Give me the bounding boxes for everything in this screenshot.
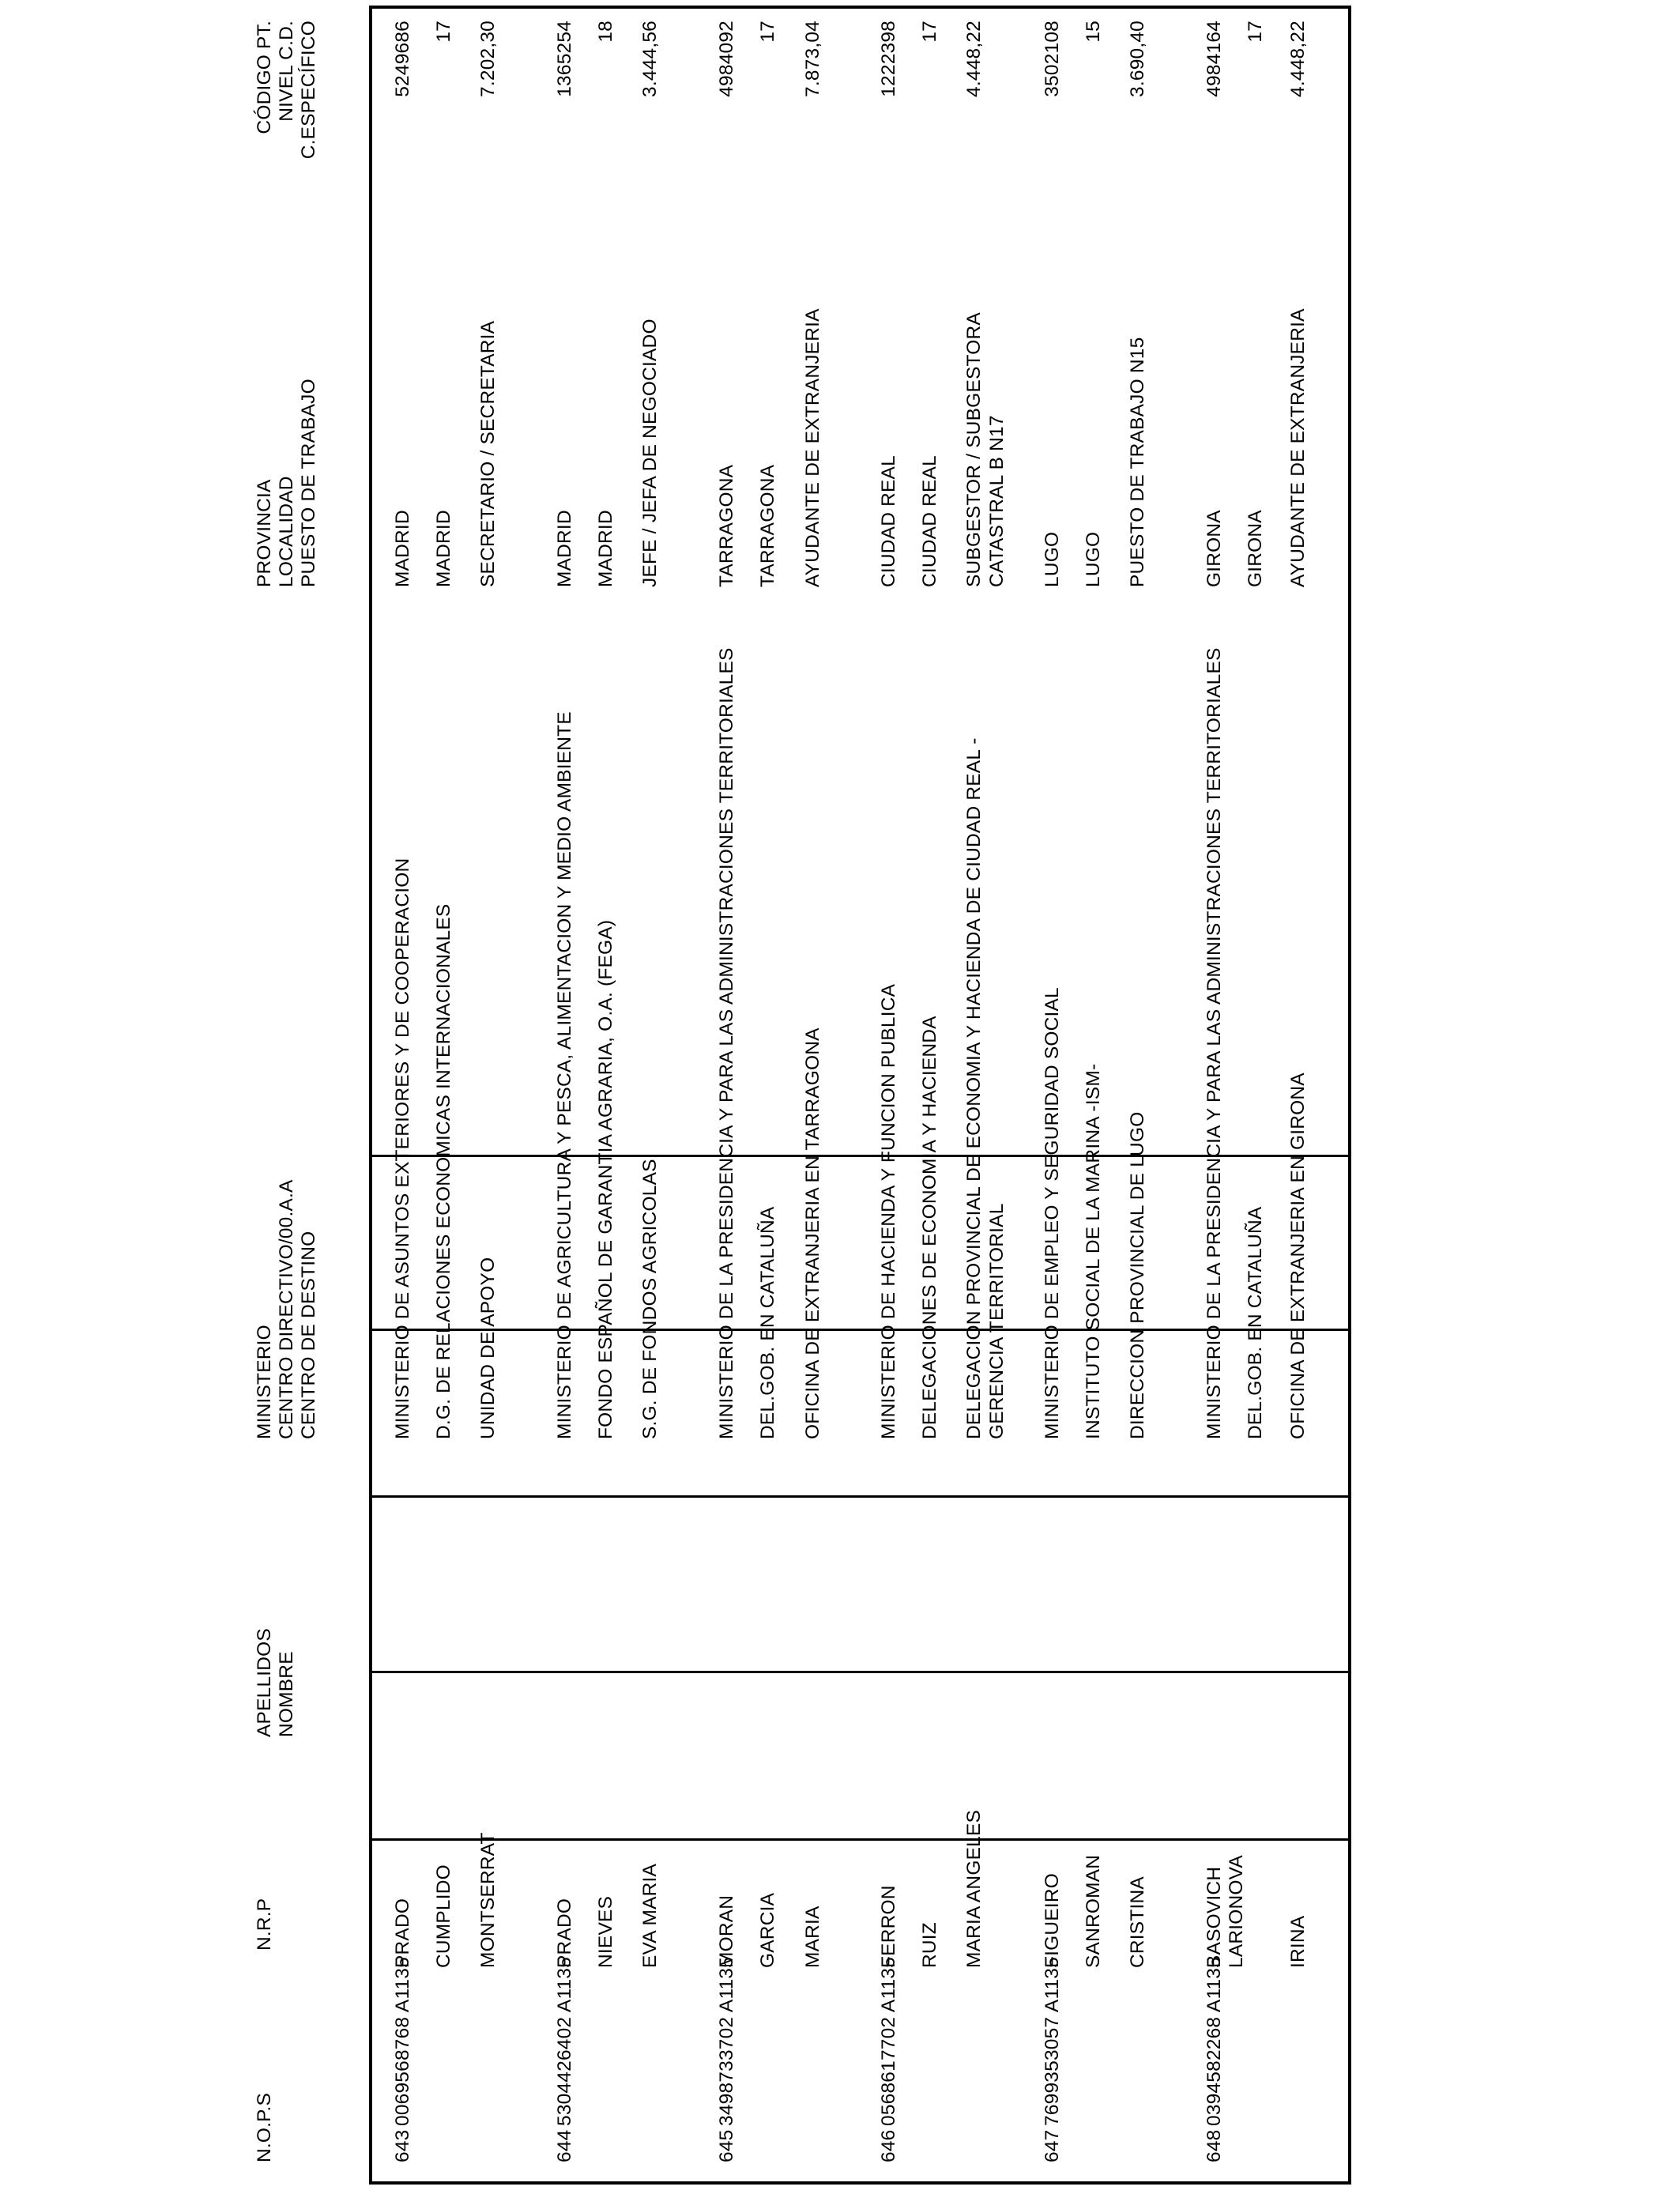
provincia-value: LUGO xyxy=(1042,531,1063,587)
nombre-value: MONTSERRAT xyxy=(477,1832,499,1968)
header-ministerio: MINISTERIO xyxy=(254,1325,275,1439)
ministerio-value: MINISTERIO DE LA PRESIDENCIA Y PARA LAS ADMINISTRACIONES TERRITORIALES xyxy=(716,647,737,1439)
header-nombre: NOMBRE xyxy=(276,1651,297,1737)
row-divider xyxy=(369,1671,1351,1673)
ministerio-value: MINISTERIO DE ASUNTOS EXTERIORES Y DE COOPERACION xyxy=(392,858,413,1439)
row-divider xyxy=(369,1495,1351,1498)
centro-destino-value: UNIDAD DE APOYO xyxy=(477,1257,499,1439)
nrp-value: 3498733702 A1135 xyxy=(716,1957,737,2126)
centro-destino-value: DELEGACION PROVINCIAL DE ECONOMIA Y HACIENDA DE CIUDAD REAL - GERENCIA TERRITORIAL xyxy=(963,737,1008,1439)
provincia-value: GIRONA xyxy=(1203,510,1225,587)
nrp-value: 0394582268 A1135 xyxy=(1203,1957,1225,2126)
centro-destino-value: OFICINA DE EXTRANJERIA EN TARRAGONA xyxy=(802,1027,823,1439)
nivel-value: 17 xyxy=(1245,21,1266,43)
nivel-value: 18 xyxy=(595,21,616,43)
row-divider xyxy=(369,1838,1351,1841)
puesto-value: PUESTO DE TRABAJO N15 xyxy=(1127,337,1148,587)
nops-value: 643 xyxy=(392,2129,413,2162)
nombre-value: IRINA xyxy=(1287,1915,1309,1968)
especifico-value: 3.690,40 xyxy=(1127,21,1148,97)
codigo-value: 5249686 xyxy=(392,21,413,97)
centro-destino-value: S.G. DE FONDOS AGRICOLAS xyxy=(639,1159,661,1439)
ministerio-value: MINISTERIO DE EMPLEO Y SEGURIDAD SOCIAL xyxy=(1042,987,1063,1439)
especifico-value: 4.448,22 xyxy=(963,21,985,97)
nombre-value: MARIA ANGELES xyxy=(963,1809,985,1968)
apellido1-value: MORAN xyxy=(716,1894,737,1968)
especifico-value: 7.873,04 xyxy=(802,21,823,97)
apellido1-value: FIGUEIRO xyxy=(1042,1872,1063,1968)
nrp-value: 0069568768 A1135 xyxy=(392,1957,413,2126)
header-provincia: PROVINCIA xyxy=(254,479,275,587)
codigo-value: 1365254 xyxy=(554,21,575,97)
ministerio-value: MINISTERIO DE HACIENDA Y FUNCION PUBLICA xyxy=(878,983,899,1439)
header-nivel: NIVEL C.D. xyxy=(276,21,297,122)
centro-destino-value: OFICINA DE EXTRANJERIA EN GIRONA xyxy=(1287,1072,1309,1439)
apellido1-value: BASOVICH xyxy=(1203,1866,1225,1968)
localidad-value: GIRONA xyxy=(1245,510,1266,587)
apellido2-value: GARCIA xyxy=(757,1892,778,1968)
header-nops: N.O.P.S xyxy=(254,2092,275,2162)
apellido1-value: PRADO xyxy=(554,1898,575,1968)
centro-directivo-value: INSTITUTO SOCIAL DE LA MARINA -ISM- xyxy=(1083,1063,1104,1439)
nombre-value: CRISTINA xyxy=(1127,1876,1148,1968)
centro-directivo-value: DEL.GOB. EN CATALUÑA xyxy=(757,1206,778,1439)
codigo-value: 1222398 xyxy=(878,21,899,97)
codigo-value: 4984092 xyxy=(716,21,737,97)
puesto-value: JEFE / JEFA DE NEGOCIADO xyxy=(639,319,661,587)
nops-value: 644 xyxy=(554,2129,575,2162)
header-especifico: C.ESPECÍFICO xyxy=(298,21,319,160)
apellido1-value: FERRON xyxy=(878,1885,899,1968)
provincia-value: TARRAGONA xyxy=(716,464,737,587)
centro-directivo-value: D.G. DE RELACIONES ECONOMICAS INTERNACIONALES xyxy=(433,903,454,1439)
nrp-value: 5304426402 A1135 xyxy=(554,1957,575,2126)
nivel-value: 17 xyxy=(919,21,940,43)
nombre-value: EVA MARIA xyxy=(639,1863,661,1968)
nivel-value: 15 xyxy=(1083,21,1104,43)
apellido2-value: NIEVES xyxy=(595,1895,616,1968)
nops-value: 648 xyxy=(1203,2129,1225,2162)
header-localidad: LOCALIDAD xyxy=(276,476,297,587)
puesto-value: AYUDANTE DE EXTRANJERIA xyxy=(802,308,823,587)
apellido1-value: PRADO xyxy=(392,1898,413,1968)
localidad-value: MADRID xyxy=(433,510,454,587)
nrp-value: 0568617702 A1135 xyxy=(878,1957,899,2126)
ministerio-value: MINISTERIO DE LA PRESIDENCIA Y PARA LAS ADMINISTRACIONES TERRITORIALES xyxy=(1203,647,1225,1439)
nops-value: 647 xyxy=(1042,2129,1063,2162)
header-nrp: N.R.P xyxy=(254,1898,275,1951)
header-centro-directivo: CENTRO DIRECTIVO/00.A.A xyxy=(276,1179,297,1439)
centro-destino-value: DIRECCION PROVINCIAL DE LUGO xyxy=(1127,1111,1148,1439)
provincia-value: MADRID xyxy=(554,510,575,587)
header-centro-destino: CENTRO DE DESTINO xyxy=(298,1231,319,1439)
apellido2-value: SANROMAN xyxy=(1083,1854,1104,1968)
centro-directivo-value: FONDO ESPAÑOL DE GARANTIA AGRARIA, O.A. (FEGA) xyxy=(595,919,616,1439)
codigo-value: 4984164 xyxy=(1203,21,1225,97)
apellido2-value: LARIONOVA xyxy=(1226,1855,1247,1968)
nivel-value: 17 xyxy=(757,21,778,43)
provincia-value: MADRID xyxy=(392,510,413,587)
nops-value: 645 xyxy=(716,2129,737,2162)
header-apellidos: APELLIDOS xyxy=(254,1628,275,1737)
localidad-value: LUGO xyxy=(1083,531,1104,587)
centro-directivo-value: DELEGACIONES DE ECONOMIA Y HACIENDA xyxy=(919,1016,940,1439)
nrp-value: 7699353057 A1135 xyxy=(1042,1957,1063,2126)
nivel-value: 17 xyxy=(433,21,454,43)
nops-value: 646 xyxy=(878,2129,899,2162)
localidad-value: TARRAGONA xyxy=(757,464,778,587)
centro-directivo-value: DEL.GOB. EN CATALUÑA xyxy=(1245,1206,1266,1439)
localidad-value: MADRID xyxy=(595,510,616,587)
puesto-value: SECRETARIO / SECRETARIA xyxy=(477,320,499,587)
especifico-value: 4.448,22 xyxy=(1287,21,1309,97)
especifico-value: 7.202,30 xyxy=(477,21,499,97)
especifico-value: 3.444,56 xyxy=(639,21,661,97)
apellido2-value: RUIZ xyxy=(919,1922,940,1968)
puesto-value: AYUDANTE DE EXTRANJERIA xyxy=(1287,308,1309,587)
apellido2-value: CUMPLIDO xyxy=(433,1864,454,1968)
localidad-value: CIUDAD REAL xyxy=(919,455,940,587)
codigo-value: 3502108 xyxy=(1042,21,1063,97)
ministerio-value: MINISTERIO DE AGRICULTURA Y PESCA, ALIMENTACION Y MEDIO AMBIENTE xyxy=(554,711,575,1439)
provincia-value: CIUDAD REAL xyxy=(878,455,899,587)
puesto-value: SUBGESTOR / SUBGESTORA CATASTRAL B N17 xyxy=(963,313,1008,587)
nombre-value: MARIA xyxy=(802,1906,823,1968)
header-puesto: PUESTO DE TRABAJO xyxy=(298,379,319,587)
header-codigo: CÓDIGO PT. xyxy=(254,21,275,134)
